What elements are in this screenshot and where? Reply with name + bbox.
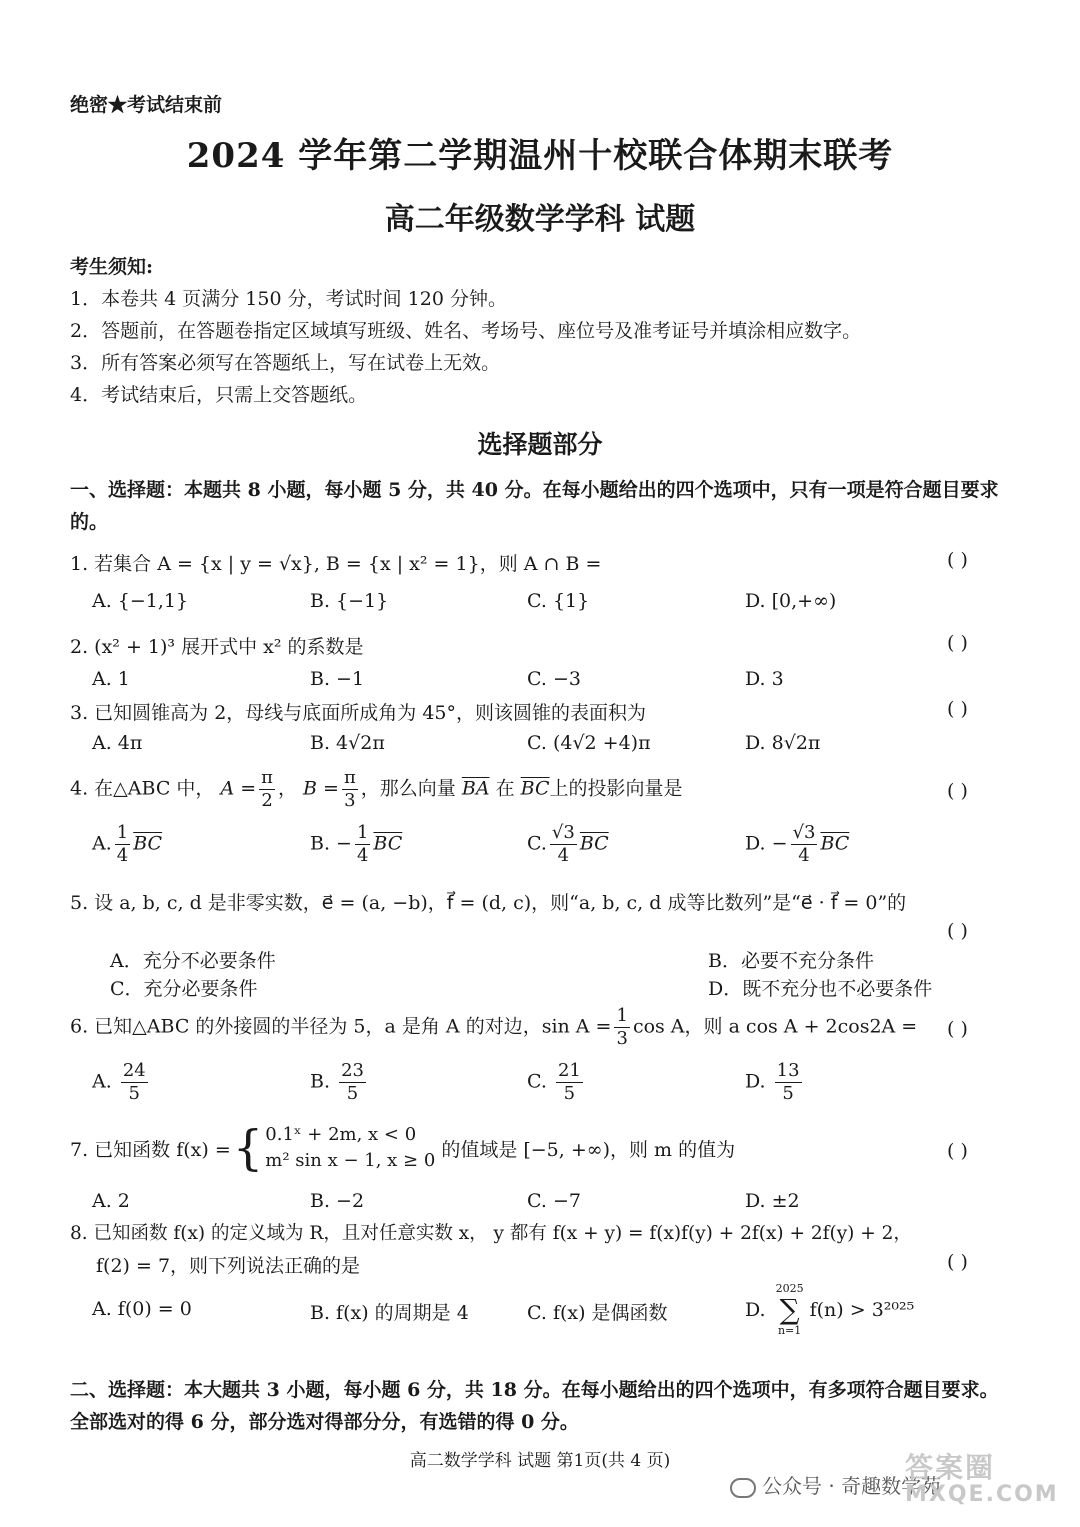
option-a: A．充分不必要条件 [110,950,276,972]
answer-paren: ( ) [947,1251,968,1273]
vector-ba: $\overline{BA}$ [461,777,490,800]
option-a: A. 4π [92,732,143,754]
brace: { [232,1120,264,1176]
question-5-stem: 5. 设 a, b, c, d 是非零实数，e⃗ = (a, −b)，f⃗ = (d, c)，则“a, b, c, d 成等比数列”是“e⃗ · f⃗ = 0”的 [70,892,907,914]
notice-item: 1．本卷共 4 页满分 150 分，考试时间 120 分钟。 [70,288,507,310]
confidential-label: 绝密★考试结束前 [70,94,223,116]
option-d: D. ±2 [745,1190,800,1212]
answer-paren: ( ) [947,698,968,720]
notice-item: 2．答题前，在答题卷指定区域填写班级、姓名、考场号、座位号及准考证号并填涂相应数字。 [70,320,862,342]
option-b: B. −2 [310,1190,365,1212]
option-c: C. $\frac{21}{5}$ [527,1060,581,1104]
option-c: C. {1} [527,590,590,612]
option-a: A. f(0) = 0 [92,1298,192,1320]
option-d: D. $\frac{13}{5}$ [745,1060,800,1104]
site-watermark-stamp: 答案圈 MXQE.COM [905,1451,1059,1507]
question-3-stem: 3. 已知圆锥高为 2，母线与底面所成角为 45°，则该圆锥的表面积为 [70,702,647,724]
option-c: C. $\frac{√3}{4}$ $\overline{BC}$ [527,822,609,866]
part-one-instructions: 一、选择题：本题共 8 小题，每小题 5 分，共 40 分。在每小题给出的四个选项中，只有一项是符合题目要求的。 [70,479,999,533]
option-b: B. −1 [310,668,365,690]
question-1-stem: 1. 若集合 A = {x | y = √x}, B = {x | x² = 1}，则 A ∩ B = [70,553,602,575]
question-6-stem: 6. 已知△ABC 的外接圆的半径为 5，a 是角 A 的对边，sin A = $\frac{1}{3}$ cos A，则 a cos A + 2cos2A = [70,1005,918,1049]
option-d: D．既不充分也不必要条件 [708,978,933,1000]
question-8-stem: 8. 已知函数 f(x) 的定义域为 R，且对任意实数 x， y 都有 f(x + y) = f(x)f(y) + 2f(x) + 2f(y) + 2， [70,1223,912,1244]
question-8-stem-cont: f(2) = 7，则下列说法正确的是 [96,1255,361,1277]
notice-item: 3．所有答案必须写在答题纸上，写在试卷上无效。 [70,352,501,374]
part-two-instructions: 二、选择题：本大题共 3 小题，每小题 6 分，共 18 分。在每小题给出的四个选项中，有多项符合题目要求。全部选对的得 6 分，部分选对得部分分，有选错的得 0 分。 [70,1379,999,1433]
question-4-stem: 4. 在△ABC 中， A = $\frac{\pi}{2}$ ， B = $\frac{\pi}{3}$ ，那么向量 $\overline{BA}$ 在 $\overline{BC}$上的投影向量是 [70,767,683,811]
option-c: C. (4√2 +4)π [527,732,651,754]
option-a: A. $\frac{24}{5}$ [92,1060,146,1104]
section-title: 选择题部分 [477,430,603,459]
answer-paren: ( ) [947,920,968,942]
q4-text: 4. 在△ABC 中， [70,777,215,800]
fraction: $\frac{1}{3}$ [616,1005,628,1049]
option-b: B. $\frac{23}{5}$ [310,1060,364,1104]
option-d: D. − $\frac{√3}{4}$ $\overline{BC}$ [745,822,850,866]
option-a: A. 2 [92,1190,130,1212]
answer-paren: ( ) [947,1018,968,1040]
option-a: A. $\frac{1}{4}$ $\overline{BC}$ [92,822,163,866]
option-b: B．必要不充分条件 [708,950,874,972]
piecewise-cases: 0.1ˣ + 2m, x < 0 m² sin x − 1, x ≥ 0 [265,1124,436,1171]
option-b: B. 4√2π [310,732,385,754]
option-d: D. [0,+∞) [745,590,837,612]
option-c: C. −3 [527,668,581,690]
option-b: B. − $\frac{1}{4}$ $\overline{BC}$ [310,822,403,866]
option-b: B. {−1} [310,590,389,612]
exam-title: 2024 学年第二学期温州十校联合体期末联考 [186,136,894,176]
vector-bc: $\overline{BC}$ [520,777,550,800]
answer-paren: ( ) [947,549,968,571]
option-c: C. f(x) 是偶函数 [527,1302,668,1324]
option-d: D. 8√2π [745,732,821,754]
summation: 2025 ∑ n=1 [775,1282,804,1337]
answer-paren: ( ) [947,1140,968,1162]
option-d: D. 2025 ∑ n=1 f(n) > 3²⁰²⁵ [745,1282,915,1337]
option-c: C．充分必要条件 [110,978,258,1000]
question-7-stem: 7. 已知函数 f(x) = { 0.1ˣ + 2m, x < 0 m² sin x − 1, x ≥ 0 的值域是 [−5, +∞)，则 m 的值为 [70,1120,736,1176]
page-footer: 高二数学学科 试题 第1页(共 4 页) [409,1451,671,1471]
option-a: A. {−1,1} [92,590,189,612]
exam-subtitle: 高二年级数学学科 试题 [384,202,696,237]
wechat-icon [730,1478,756,1498]
option-d: D. 3 [745,668,784,690]
option-c: C. −7 [527,1190,581,1212]
fraction: $\frac{\pi}{2}$ [261,767,273,811]
answer-paren: ( ) [947,780,968,802]
notice-heading: 考生须知: [70,256,154,278]
answer-paren: ( ) [947,632,968,654]
fraction: $\frac{\pi}{3}$ [343,767,356,811]
q4-angle-a: A = [220,777,257,800]
question-2-stem: 2. (x² + 1)³ 展开式中 x² 的系数是 [70,636,364,658]
notice-item: 4．考试结束后，只需上交答题纸。 [70,384,368,406]
option-a: A. 1 [92,668,130,690]
option-b: B. f(x) 的周期是 4 [310,1302,469,1324]
wechat-watermark: 公众号 · 奇趣数学苑 [730,1470,941,1499]
q4-angle-b: B = [303,777,339,800]
